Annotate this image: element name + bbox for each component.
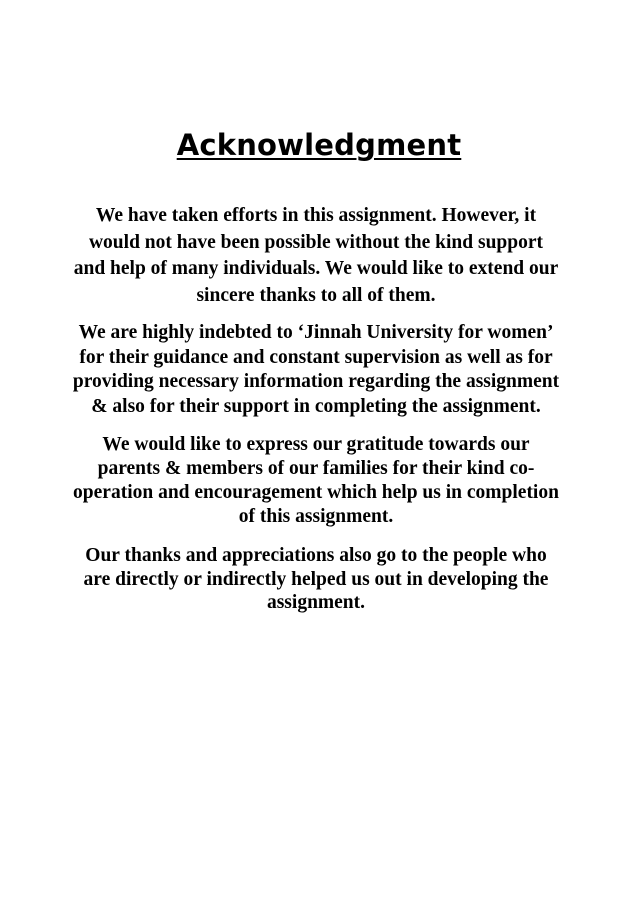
paragraph-line: sincere thanks to all of them. (196, 285, 436, 307)
paragraph-line: for their guidance and constant supervision as well as for (79, 346, 553, 368)
paragraph-line: would not have been possible without the kind support (88, 231, 544, 253)
page-title: Acknowledgment (176, 128, 462, 162)
paragraph-line: and help of many individuals. We would like to extend our (73, 258, 559, 280)
paragraph-line: We would like to express our gratitude towards our (102, 434, 530, 455)
paragraph-line: are directly or indirectly helped us out in developing the (83, 568, 549, 590)
paragraph-line: We have taken efforts in this assignment. However, it (95, 205, 537, 226)
paragraph-2 (0, 321, 632, 419)
paragraph-line: We are highly indebted to ‘Jinnah University for women’ (78, 322, 554, 343)
paragraph-line: Our thanks and appreciations also go to the people who (85, 545, 547, 566)
paragraph-3 (0, 433, 632, 529)
paragraph-line: parents & members of our families for their kind co- (97, 458, 535, 479)
paragraph-line: operation and encouragement which help us in completion (73, 482, 559, 503)
paragraph-1 (0, 203, 632, 310)
paragraph-line: & also for their support in completing the assignment. (91, 395, 541, 417)
paragraph-4 (0, 544, 632, 615)
paragraph-line: of this assignment. (238, 506, 394, 527)
paragraph-line: assignment. (266, 592, 366, 614)
paragraph-line: providing necessary information regarding the assignment (72, 371, 560, 392)
